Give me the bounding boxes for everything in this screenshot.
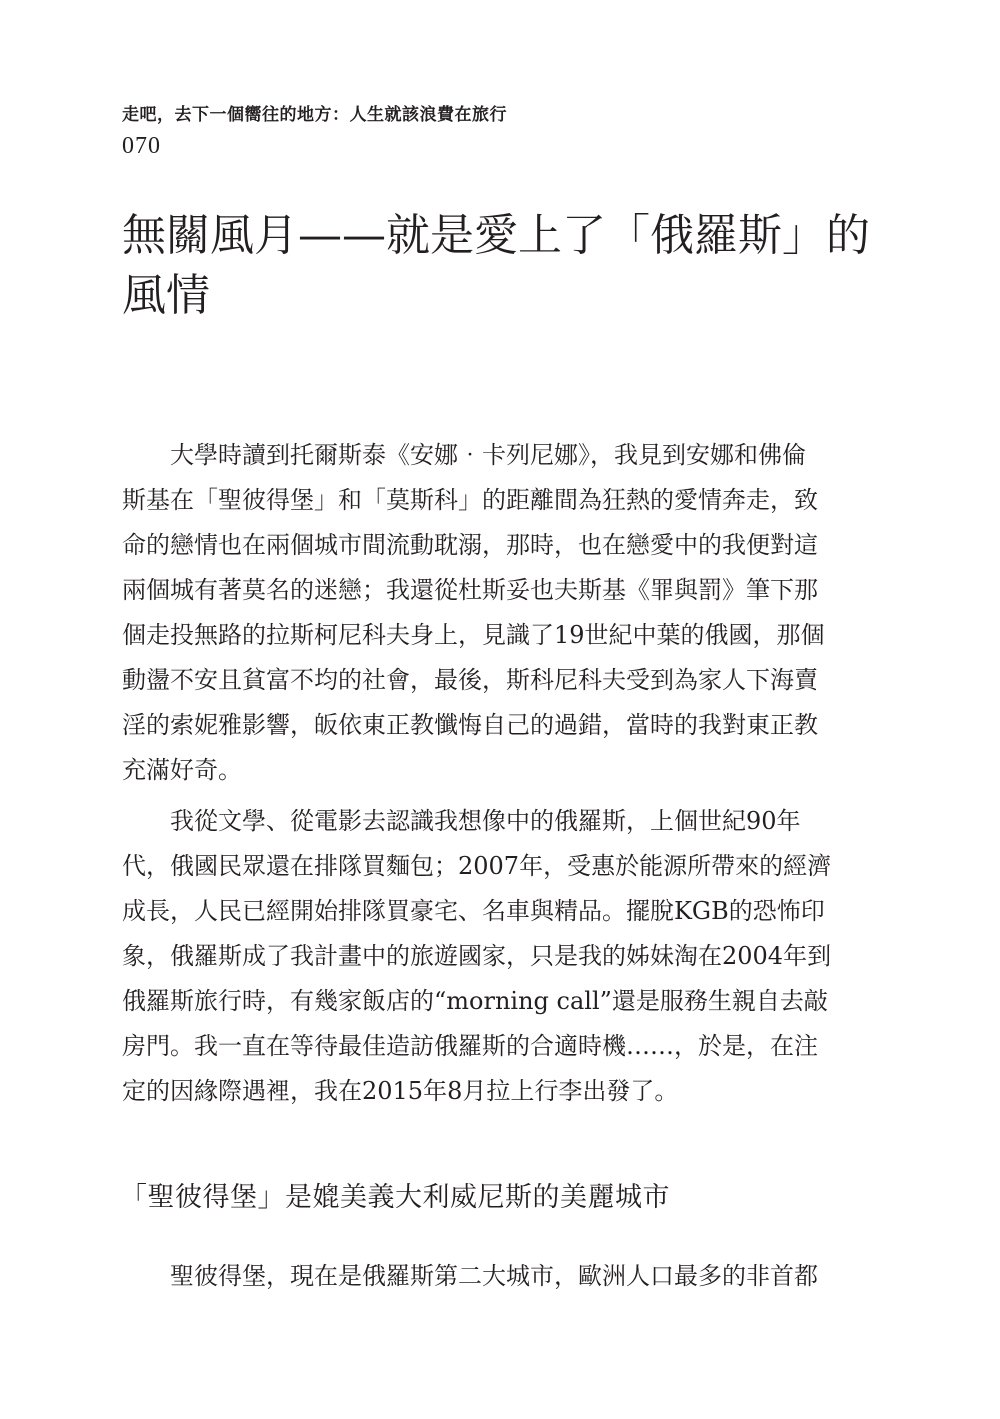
paragraph-line: 兩個城有著莫名的迷戀；我還從杜斯妥也夫斯基《罪與罰》筆下那 bbox=[122, 576, 818, 604]
chapter-title-line-2: 風情 bbox=[122, 270, 210, 321]
running-head: 走吧，去下一個嚮往的地方：人生就該浪費在旅行 bbox=[122, 105, 507, 125]
paragraph-line: 個走投無路的拉斯柯尼科夫身上，見識了19世紀中葉的俄國，那個 bbox=[122, 621, 825, 649]
paragraph-line: 定的因緣際遇裡，我在2015年8月拉上行李出發了。 bbox=[122, 1077, 679, 1105]
paragraph-line: 淫的索妮雅影響，皈依東正教懺悔自己的過錯，當時的我對東正教 bbox=[122, 711, 818, 739]
paragraph-line: 俄羅斯旅行時，有幾家飯店的“morning call”還是服務生親自去敲 bbox=[122, 987, 828, 1015]
paragraph-line: 我從文學、從電影去認識我想像中的俄羅斯，上個世紀90年 bbox=[170, 807, 801, 835]
paragraph-line: 代，俄國民眾還在排隊買麵包；2007年，受惠於能源所帶來的經濟 bbox=[122, 852, 832, 880]
paragraph-line: 成長，人民已經開始排隊買豪宅、名車與精品。擺脫KGB的恐怖印 bbox=[122, 897, 825, 925]
paragraph-line: 象，俄羅斯成了我計畫中的旅遊國家，只是我的姊妹淘在2004年到 bbox=[122, 942, 832, 970]
paragraph-line: 房門。我一直在等待最佳造訪俄羅斯的合適時機……，於是，在注 bbox=[122, 1032, 818, 1060]
paragraph-3 bbox=[122, 1254, 862, 1299]
paragraph-line: 命的戀情也在兩個城市間流動耽溺，那時，也在戀愛中的我便對這 bbox=[122, 531, 818, 559]
page-number: 070 bbox=[122, 133, 161, 159]
chapter-title bbox=[122, 206, 870, 326]
paragraph-line: 聖彼得堡，現在是俄羅斯第二大城市，歐洲人口最多的非首都 bbox=[170, 1262, 818, 1290]
paragraph-2 bbox=[122, 799, 862, 1114]
section-heading: 「聖彼得堡」是媲美義大利威尼斯的美麗城市 bbox=[120, 1182, 670, 1213]
paragraph-line: 大學時讀到托爾斯泰《安娜‧卡列尼娜》，我見到安娜和佛倫 bbox=[170, 441, 806, 469]
paragraph-line: 動盪不安且貧富不均的社會，最後，斯科尼科夫受到為家人下海賣 bbox=[122, 666, 818, 694]
paragraph-line: 斯基在「聖彼得堡」和「莫斯科」的距離間為狂熱的愛情奔走，致 bbox=[122, 486, 818, 514]
chapter-title-line-1: 無關風月——就是愛上了「俄羅斯」的 bbox=[122, 210, 870, 261]
paragraph-line: 充滿好奇。 bbox=[122, 756, 242, 784]
paragraph-1 bbox=[122, 433, 862, 793]
